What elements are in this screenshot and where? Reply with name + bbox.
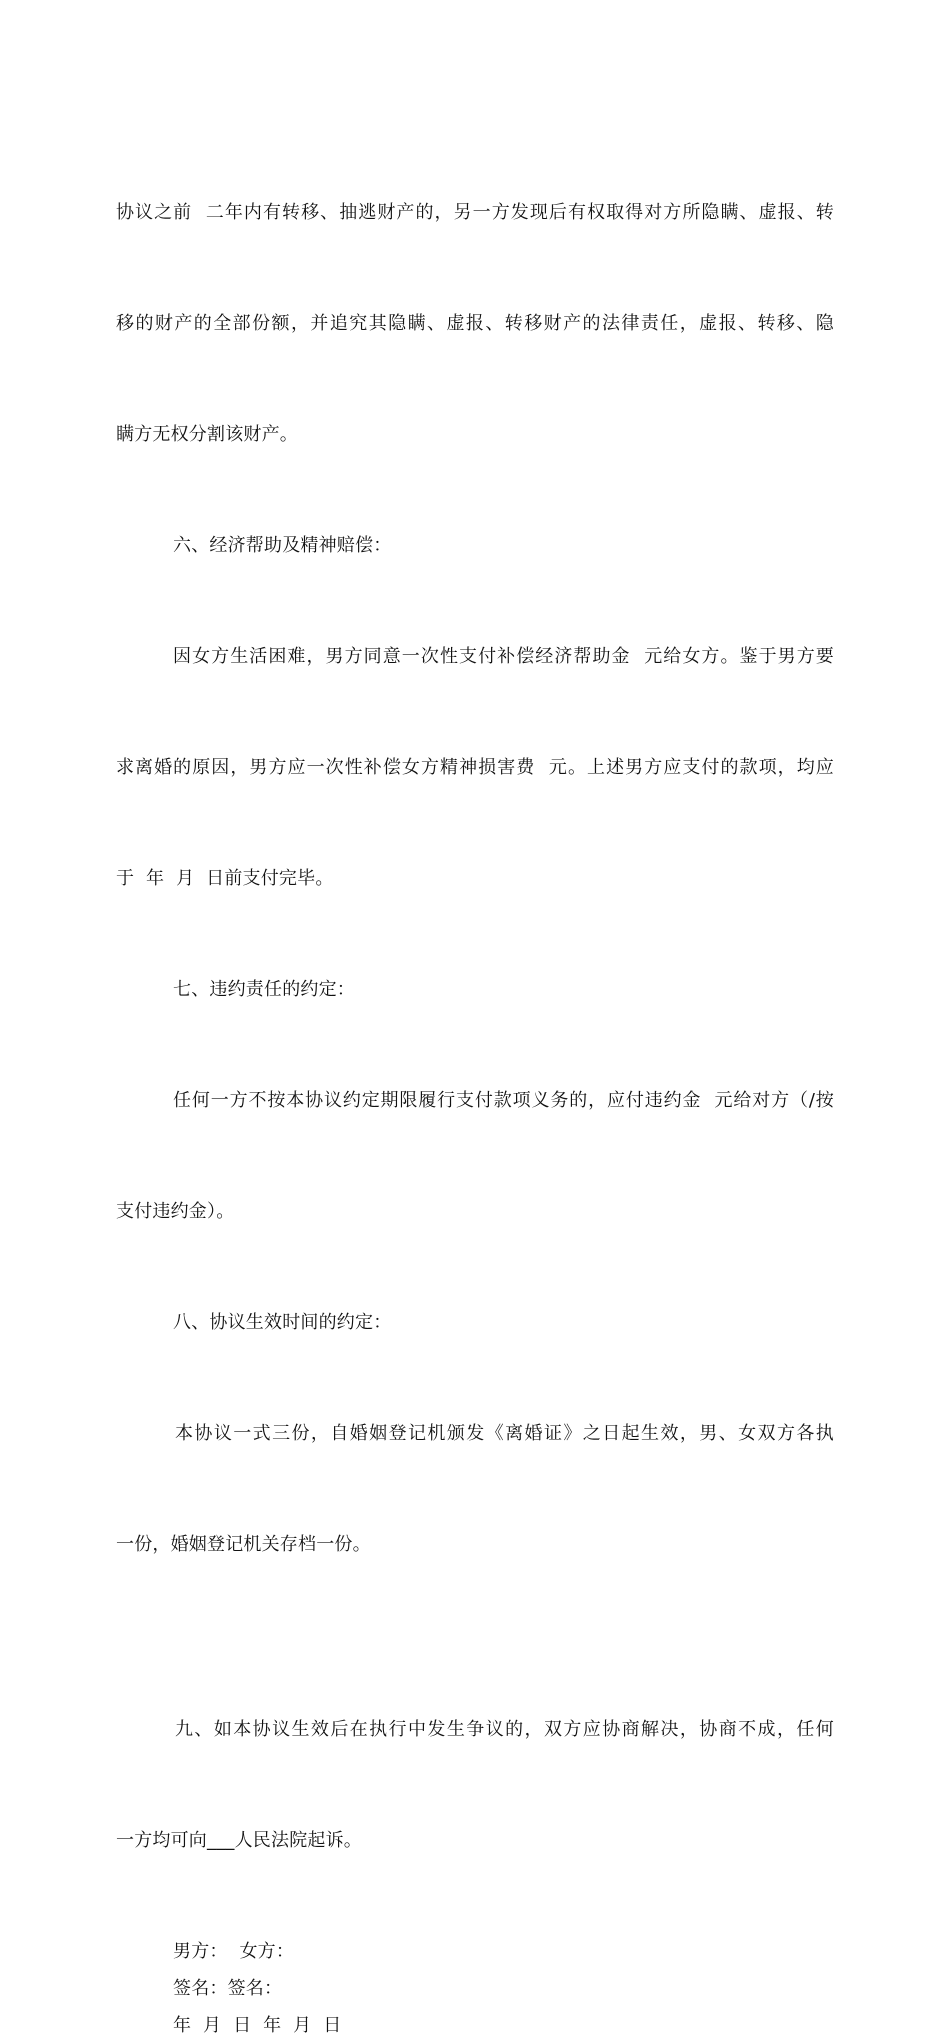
continuation-paragraph [116, 120, 834, 527]
paragraph-line: 瞒方无权分割该财产。 [116, 424, 298, 445]
paragraph-line: 于 年 月 日前支付完毕。 [116, 868, 334, 889]
signature-sign-line: 签名：签名： [173, 1978, 283, 1999]
paragraph-line: 求离婚的原因，男方应一次性补偿女方精神损害费 元。上述男方应支付的款项，均应 [116, 757, 834, 778]
section-eight-heading: 八、协议生效时间的约定： [173, 1312, 392, 1333]
paragraph-line: 因女方生活困难，男方同意一次性支付补偿经济帮助金 元给女方。鉴于男方要 [173, 646, 834, 667]
paragraph-line: 支付违约金）。 [116, 1201, 235, 1222]
paragraph-line: 一方均可向___人民法院起诉。 [116, 1830, 362, 1851]
paragraph-line: 移的财产的全部份额，并追究其隐瞒、虚报、转移财产的法律责任，虚报、转移、隐 [116, 313, 834, 334]
section-seven-paragraph [116, 1008, 834, 1304]
signature-parties: 男方： 女方： [173, 1941, 295, 1962]
document-body [116, 120, 834, 2044]
section-six-heading: 六、经济帮助及精神赔偿： [173, 535, 392, 556]
section-eight-paragraph [116, 1341, 834, 1637]
paragraph-line: 本协议一式三份，自婚姻登记机颁发《离婚证》之日起生效，男、女双方各执 [175, 1423, 834, 1444]
paragraph-line: 一份，婚姻登记机关存档一份。 [116, 1534, 371, 1555]
section-six-paragraph [116, 564, 834, 971]
paragraph-line: 九、如本协议生效后在执行中发生争议的，双方应协商解决，协商不成，任何 [175, 1719, 834, 1740]
section-nine-paragraph [116, 1637, 834, 1933]
signature-date-line: 年 月 日 年 月 日 [173, 2015, 342, 2036]
paragraph-line: 任何一方不按本协议约定期限履行支付款项义务的，应付违约金 元给对方（/按 [173, 1090, 834, 1111]
paragraph-line: 协议之前 二年内有转移、抽逃财产的，另一方发现后有权取得对方所隐瞒、虚报、转 [116, 202, 834, 223]
section-seven-heading: 七、违约责任的约定： [173, 979, 355, 1000]
